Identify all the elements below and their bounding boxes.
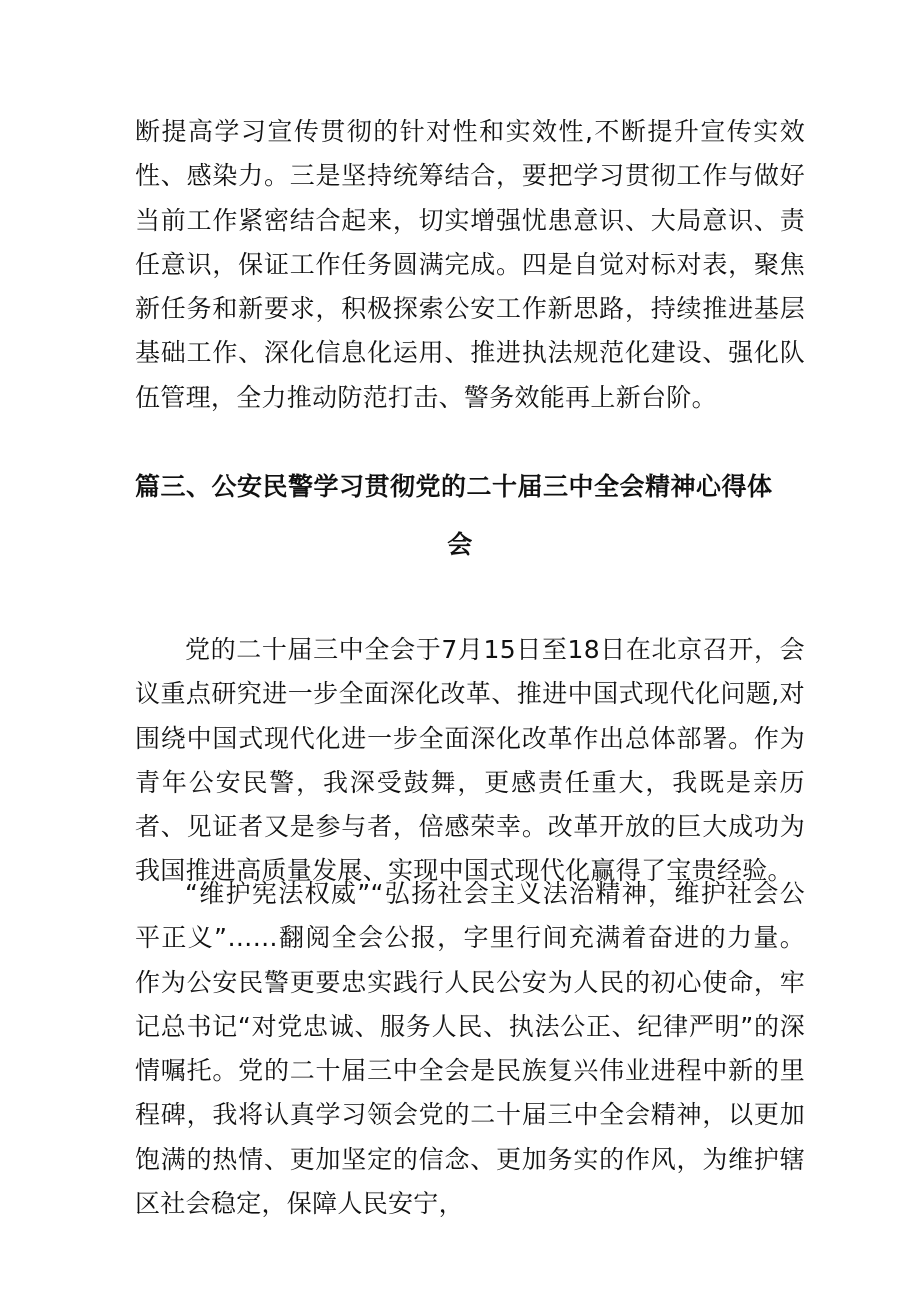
body-paragraph-continuation: 断提高学习宣传贯彻的针对性和实效性,不断提升宣传实效性、感染力。三是坚持统筹结合，要把学习贯彻工作与做好当前工作紧密结合起来，切实增强忧患意识、大局意识、责任意识，保证工作任务圆满完成。四是自觉对标对表，聚焦新任务和新要求，积极探索公安工作新思路，持续推进基层基础工作、深化信息化运用、推进执法规范化建设、强化队伍管理，全力推动防范打击、警务效能再上新台阶。 (135, 117, 805, 412)
section-heading: 篇三、公安民警学习贯彻党的二十届三中全会精神心得体 (135, 472, 773, 501)
section-heading-wrap: 会 (447, 530, 473, 559)
body-paragraph: “维护宪法权威”“弘扬社会主义法治精神，维护社会公平正义”……翻阅全会公报，字里行间充满着奋进的力量。作为公安民警更要忠实践行人民公安为人民的初心使命，牢记总书记“对党忠诚、服务人民、执法公正、纪律严明”的深情嘱托。党的二十届三中全会是民族复兴伟业进程中新的里程碑，我将认真学习领会党的二十届三中全会精神，以更加饱满的热情、更加坚定的信念、更加务实的作风，为维护辖区社会稳定，保障人民安宁， (135, 879, 805, 1219)
body-paragraph: 党的二十届三中全会于7月15日至18日在北京召开，会议重点研究进一步全面深化改革、推进中国式现代化问题,对围绕中国式现代化进一步全面深化改革作出总体部署。作为青年公安民警，我深受鼓舞，更感责任重大，我既是亲历者、见证者又是参与者，倍感荣幸。改革开放的巨大成功为我国推进高质量发展、实现中国式现代化赢得了宝贵经验。 (135, 635, 805, 886)
